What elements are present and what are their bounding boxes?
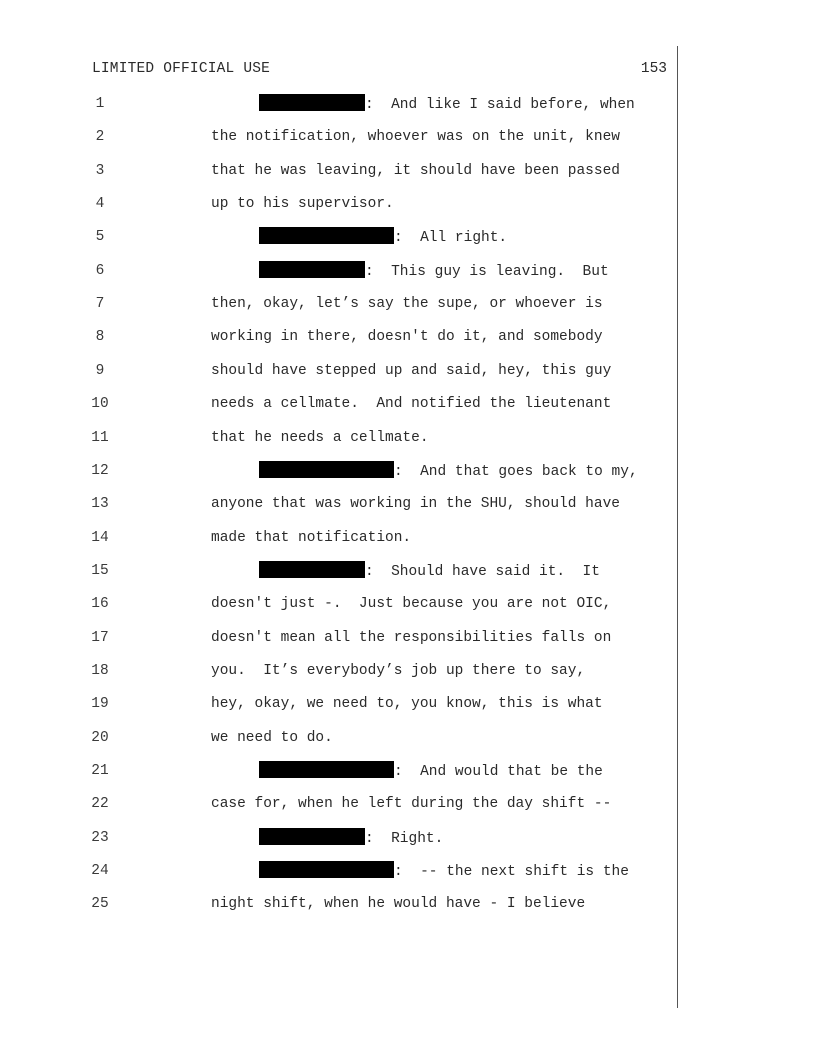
line-content: hey, okay, we need to, you know, this is what: [211, 696, 603, 713]
transcript-line: [0, 327, 816, 347]
transcript-line: [0, 894, 816, 914]
transcript-line: [0, 161, 816, 181]
speaker-line-text: [259, 561, 600, 582]
speaker-line-text: [259, 261, 609, 282]
line-number: 21: [91, 763, 109, 779]
line-number: 14: [91, 529, 109, 546]
transcript-line: [0, 794, 816, 814]
line-text: [211, 694, 603, 714]
line-content: that he was leaving, it should have been passed: [211, 162, 620, 179]
transcript-line: [0, 361, 816, 381]
line-text: [211, 494, 620, 514]
transcript-line: [0, 761, 816, 781]
line-number: 24: [91, 863, 109, 880]
line-content: made that notification.: [211, 529, 412, 546]
line-number: 20: [91, 729, 109, 746]
transcript-line: [0, 428, 816, 448]
line-text: [211, 628, 611, 648]
redacted-speaker-name: [259, 828, 365, 845]
line-number: 3: [95, 162, 105, 179]
line-text: [211, 594, 611, 614]
redacted-speaker-name: [259, 461, 394, 478]
redacted-speaker-name: [259, 94, 365, 111]
line-number: 17: [91, 629, 109, 646]
line-number: 13: [91, 496, 109, 513]
line-number: 5: [95, 229, 105, 246]
line-content: the notification, whoever was on the unit, knew: [211, 129, 620, 146]
line-number: 25: [91, 896, 109, 913]
line-number: 7: [95, 296, 105, 313]
line-text: [211, 894, 585, 914]
line-content: : -- the next shift is the: [394, 864, 629, 881]
speaker-line-text: [259, 94, 635, 115]
line-content: : And would that be the: [394, 764, 603, 780]
line-content: : And that goes back to my,: [394, 463, 638, 480]
transcript-line: [0, 294, 816, 314]
transcript-line: [0, 94, 816, 114]
line-content: night shift, when he would have - I believe: [211, 896, 586, 913]
transcript-line: [0, 561, 816, 581]
transcript-line: [0, 628, 816, 648]
redacted-speaker-name: [259, 861, 394, 878]
line-content: then, okay, let’s say the supe, or whoever is: [211, 296, 603, 313]
line-text: [211, 661, 585, 681]
line-number: 18: [91, 662, 109, 679]
transcript-line: [0, 828, 816, 848]
line-number: 1: [95, 96, 105, 112]
transcript-line: [0, 461, 816, 481]
line-number: 15: [91, 562, 109, 579]
line-text: [211, 127, 620, 147]
line-text: [211, 528, 411, 548]
line-content: needs a cellmate. And notified the lieutenant: [211, 396, 612, 413]
line-content: : All right.: [394, 230, 508, 247]
transcript-line: [0, 728, 816, 748]
line-content: : And like I said before, when: [365, 97, 635, 113]
transcript-line: [0, 494, 816, 514]
speaker-line-text: [259, 861, 629, 882]
line-text: [211, 394, 611, 414]
line-number: 22: [91, 796, 109, 813]
transcript-line: [0, 594, 816, 614]
transcript-line: [0, 127, 816, 147]
line-number: 8: [95, 329, 105, 346]
line-content: case for, when he left during the day shift --: [211, 796, 612, 813]
speaker-line-text: [259, 761, 603, 782]
line-text: [211, 728, 333, 748]
line-number: 12: [91, 462, 109, 479]
transcript-line: [0, 694, 816, 714]
line-number: 16: [91, 596, 109, 613]
transcript-line: [0, 394, 816, 414]
speaker-line-text: [259, 227, 507, 248]
redacted-speaker-name: [259, 261, 365, 278]
line-content: doesn't just -. Just because you are not OIC,: [211, 596, 612, 613]
line-number: 19: [91, 696, 109, 713]
line-content: anyone that was working in the SHU, should have: [211, 496, 620, 513]
line-number: 11: [91, 429, 109, 446]
transcript-line: [0, 661, 816, 681]
speaker-line-text: [259, 828, 443, 849]
transcript-line: [0, 861, 816, 881]
transcript-line: [0, 261, 816, 281]
line-number: 2: [95, 129, 105, 146]
transcript-line: [0, 528, 816, 548]
line-content: you. It’s everybody’s job up there to say,: [211, 662, 586, 679]
line-number: 10: [91, 396, 109, 413]
line-text: [211, 194, 394, 214]
classification-header: LIMITED OFFICIAL USE: [92, 61, 271, 77]
redacted-speaker-name: [259, 227, 394, 244]
line-text: [211, 161, 620, 181]
line-number: 4: [95, 196, 105, 213]
line-content: we need to do.: [211, 729, 333, 746]
line-text: [211, 361, 611, 381]
line-number: 23: [91, 829, 109, 846]
line-text: [211, 428, 429, 448]
redacted-speaker-name: [259, 561, 365, 578]
line-content: should have stepped up and said, hey, this guy: [211, 362, 612, 379]
line-text: [211, 294, 603, 314]
line-content: up to his supervisor.: [211, 196, 394, 213]
line-content: : Should have said it. It: [365, 563, 600, 580]
line-content: working in there, doesn't do it, and somebody: [211, 329, 603, 346]
line-number: 6: [95, 262, 105, 279]
line-content: that he needs a cellmate.: [211, 429, 429, 446]
line-number: 9: [95, 362, 105, 379]
speaker-line-text: [259, 461, 638, 482]
line-content: doesn't mean all the responsibilities falls on: [211, 629, 612, 646]
redacted-speaker-name: [259, 761, 394, 778]
line-content: : This guy is leaving. But: [365, 263, 609, 280]
transcript-line: [0, 194, 816, 214]
line-text: [211, 794, 611, 814]
transcript-line: [0, 227, 816, 247]
line-content: : Right.: [365, 830, 444, 847]
page-number: 153: [640, 61, 667, 77]
line-text: [211, 327, 603, 347]
